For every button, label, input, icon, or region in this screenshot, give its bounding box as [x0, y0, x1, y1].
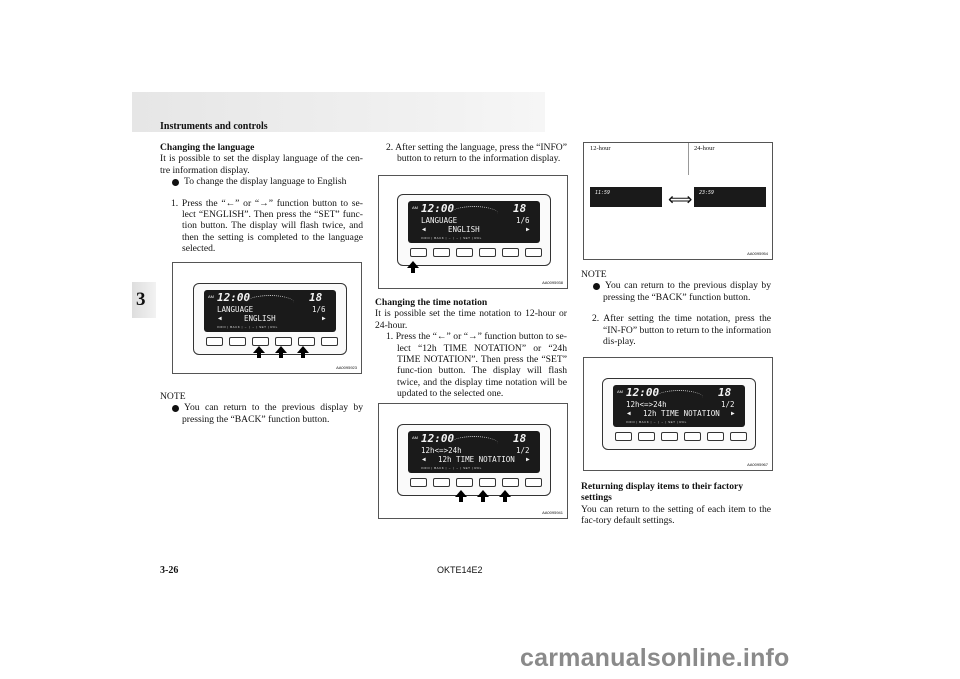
- lcd-strip-24h: 23:59: [694, 187, 766, 207]
- menu-line-1: LANGUAGE: [421, 216, 458, 225]
- gauge-arc: [450, 206, 498, 221]
- figure-language-display: [172, 262, 362, 374]
- time-step-2: 2. After setting the time notation, press the “IN-FO” button to return to the information dis-play.: [592, 313, 771, 348]
- label-24-hour: 24-hour: [694, 145, 715, 152]
- note-title: NOTE: [160, 391, 186, 402]
- up-arrow-icon: [253, 346, 265, 353]
- note-text: You can return to the previous display by pressing the “BACK” function button.: [160, 402, 363, 425]
- temperature-readout: 18: [309, 291, 323, 304]
- temperature-readout: 18: [513, 202, 527, 215]
- chapter-number: 3: [136, 289, 146, 310]
- bullet-dot-icon: [172, 405, 179, 412]
- up-arrow-icon: [477, 490, 489, 497]
- display-panel: [397, 424, 551, 496]
- menu-line-2: 12h TIME NOTATION: [438, 455, 515, 464]
- figure-code: AA0095967: [747, 462, 768, 467]
- left-arrow-icon: ◀: [218, 315, 222, 322]
- language-intro: It is possible to set the display language of the cen-tre information display.: [160, 153, 363, 176]
- function-buttons: [410, 248, 542, 257]
- function-button[interactable]: [502, 478, 519, 487]
- button-labels: INFO | BACK | ← | → | SET | RCL: [217, 325, 278, 329]
- up-arrow-icon: [499, 490, 511, 497]
- function-button[interactable]: [275, 337, 292, 346]
- function-button[interactable]: [298, 337, 315, 346]
- lcd-strip-12h: 11:59: [590, 187, 662, 207]
- column-2-top: [375, 142, 567, 165]
- section-heading-factory: Returning display items to their factory settings: [581, 481, 744, 504]
- gauge-arc: [246, 295, 294, 310]
- display-panel: [397, 194, 551, 266]
- function-button[interactable]: [707, 432, 724, 441]
- figure-code: AA0095941: [542, 510, 563, 515]
- right-arrow-icon: ▶: [526, 456, 530, 463]
- menu-line-1: LANGUAGE: [217, 305, 254, 314]
- left-arrow-icon: ◀: [627, 410, 631, 417]
- language-bullet: To change the display language to English: [160, 176, 363, 187]
- function-button[interactable]: [479, 478, 496, 487]
- function-button[interactable]: [433, 248, 450, 257]
- function-button[interactable]: [433, 478, 450, 487]
- right-arrow-icon: ▶: [526, 226, 530, 233]
- page-header-title: Instruments and controls: [160, 121, 268, 132]
- figure-code: AA0095938: [542, 280, 563, 285]
- function-button[interactable]: [730, 432, 747, 441]
- menu-page: 1/2: [516, 446, 530, 455]
- section-heading-language: Changing the language: [160, 142, 255, 153]
- display-panel: [193, 283, 347, 355]
- document-code: OKTE14E2: [437, 565, 483, 575]
- figure-code: AA0095954: [747, 251, 768, 256]
- note-text: You can return to the previous display by pressing the “BACK” function button.: [581, 280, 771, 303]
- function-button[interactable]: [321, 337, 338, 346]
- menu-page: 1/2: [721, 400, 735, 409]
- left-arrow-icon: ◀: [422, 456, 426, 463]
- button-labels: INFO | BACK | ← | → | SET | RCL: [421, 236, 482, 240]
- note-title: NOTE: [581, 269, 607, 280]
- function-button[interactable]: [206, 337, 223, 346]
- temperature-readout: 18: [513, 432, 527, 445]
- function-button[interactable]: [229, 337, 246, 346]
- up-arrow-icon: [297, 346, 309, 353]
- display-panel: [602, 378, 756, 450]
- up-arrow-icon: [455, 490, 467, 497]
- function-button[interactable]: [525, 248, 542, 257]
- time-step-1: 1. Press the “←” or “→” function button to se-lect “12h TIME NOTATION” or “24h TIME NOTATION”. Then press the “SET” func-tion button. The display will flash twice, and the display time notation will be updated to the selected one.: [386, 331, 567, 400]
- am-indicator: AM: [412, 435, 418, 440]
- figure-time-info: [583, 357, 773, 471]
- menu-line-2: 12h TIME NOTATION: [643, 409, 720, 418]
- button-labels: INFO | BACK | ← | → | SET | RCL: [626, 420, 687, 424]
- right-arrow-icon: ▶: [731, 410, 735, 417]
- time-intro: It is possible set the time notation to 12-hour or 24-hour.: [375, 308, 567, 331]
- function-button[interactable]: [638, 432, 655, 441]
- menu-line-1: 12h<=>24h: [626, 400, 667, 409]
- language-step-1: 1. Press the “←” or “→” function button to se-lect “ENGLISH”. Then press the “SET” func-tion button. The display will flash twice, and then the setting is completed to the language selected.: [171, 197, 363, 255]
- factory-intro: You can return to the setting of each item to the fac-tory default settings.: [581, 503, 771, 527]
- figure-12-24-hour: [583, 142, 773, 260]
- function-button[interactable]: [410, 248, 427, 257]
- up-arrow-icon: [407, 261, 419, 268]
- up-arrow-icon: [275, 346, 287, 353]
- bullet-dot-icon: [593, 283, 600, 290]
- page-number: 3-26: [160, 565, 179, 576]
- lcd-screen: [408, 431, 540, 473]
- column-3-factory: [581, 481, 771, 527]
- watermark: carmanualsonline.info: [520, 644, 790, 672]
- function-buttons: [615, 432, 747, 441]
- clock-readout: 12:00: [626, 386, 660, 399]
- figure-language-info: [378, 175, 568, 289]
- column-3-notes: [581, 269, 771, 347]
- function-buttons: [206, 337, 338, 346]
- figure-code: AA0095923: [336, 365, 357, 370]
- divider: [688, 143, 689, 175]
- lcd-screen: [613, 385, 745, 427]
- menu-page: 1/6: [516, 216, 530, 225]
- right-arrow-icon: ▶: [322, 315, 326, 322]
- function-buttons: [410, 478, 542, 487]
- language-note: [160, 391, 363, 425]
- temperature-readout: 18: [718, 386, 732, 399]
- double-arrow-icon: ⟺: [668, 190, 693, 209]
- clock-readout: 12:00: [421, 432, 455, 445]
- function-button[interactable]: [456, 478, 473, 487]
- am-indicator: AM: [208, 294, 214, 299]
- lcd-screen: [204, 290, 336, 332]
- menu-page: 1/6: [312, 305, 326, 314]
- function-button[interactable]: [479, 248, 496, 257]
- function-button[interactable]: [456, 248, 473, 257]
- function-button[interactable]: [525, 478, 542, 487]
- function-button[interactable]: [252, 337, 269, 346]
- am-indicator: AM: [617, 389, 623, 394]
- clock-readout: 12:00: [217, 291, 251, 304]
- column-2-body: [375, 297, 567, 400]
- function-button[interactable]: [410, 478, 427, 487]
- figure-time-notation: [378, 403, 568, 519]
- bullet-dot-icon: [172, 179, 179, 186]
- lcd-screen: [408, 201, 540, 243]
- language-step-2: 2. After setting the language, press the “INFO” button to return to the information display.: [386, 142, 567, 165]
- section-heading-time: Changing the time notation: [375, 297, 488, 308]
- left-arrow-icon: ◀: [422, 226, 426, 233]
- clock-readout: 12:00: [421, 202, 455, 215]
- function-button[interactable]: [661, 432, 678, 441]
- function-button[interactable]: [615, 432, 632, 441]
- menu-line-2: ENGLISH: [244, 314, 276, 323]
- function-button[interactable]: [502, 248, 519, 257]
- button-labels: INFO | BACK | ← | → | SET | RCL: [421, 466, 482, 470]
- function-button[interactable]: [684, 432, 701, 441]
- menu-line-1: 12h<=>24h: [421, 446, 462, 455]
- am-indicator: AM: [412, 205, 418, 210]
- label-12-hour: 12-hour: [590, 145, 611, 152]
- column-1: [160, 142, 363, 255]
- menu-line-2: ENGLISH: [448, 225, 480, 234]
